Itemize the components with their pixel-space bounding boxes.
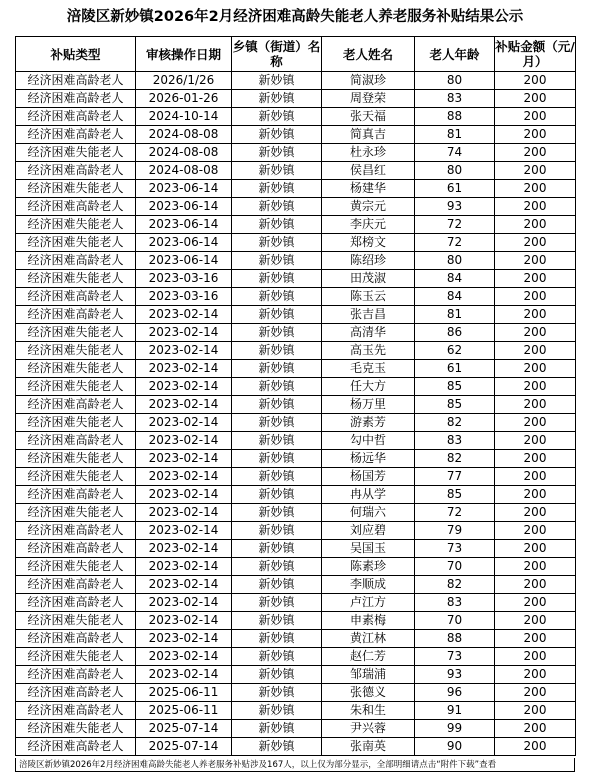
cell-review-date: 2023-02-14 — [136, 612, 232, 630]
cell-town: 新妙镇 — [232, 252, 322, 270]
page-title: 涪陵区新妙镇2026年2月经济困难高龄失能老人养老服务补贴结果公示 — [66, 9, 524, 25]
cell-subsidy-amount: 200 — [495, 72, 576, 90]
cell-subsidy-amount: 200 — [495, 504, 576, 522]
table-row — [16, 666, 576, 684]
cell-elder-name: 尹兴蓉 — [322, 720, 415, 738]
cell-subsidy-type: 经济困难失能老人 — [16, 378, 136, 396]
cell-elder-name: 吴国玉 — [322, 540, 415, 558]
header-subsidy-amount: 补贴金额（元/月） — [495, 37, 576, 72]
cell-town: 新妙镇 — [232, 450, 322, 468]
footer-note: 涪陵区新妙镇2026年2月经济困难高龄失能老人养老服务补贴涉及167人，以上仅为部分显示，全部明细请点击“附件下载”查看 — [15, 758, 575, 772]
cell-town: 新妙镇 — [232, 684, 322, 702]
cell-subsidy-amount: 200 — [495, 288, 576, 306]
table-row — [16, 126, 576, 144]
cell-elder-age: 62 — [415, 342, 495, 360]
cell-subsidy-amount: 200 — [495, 180, 576, 198]
cell-elder-name: 勾中哲 — [322, 432, 415, 450]
table-row — [16, 414, 576, 432]
cell-subsidy-type: 经济困难失能老人 — [16, 270, 136, 288]
cell-review-date: 2023-02-14 — [136, 324, 232, 342]
cell-subsidy-amount: 200 — [495, 720, 576, 738]
table-row — [16, 396, 576, 414]
table-row — [16, 468, 576, 486]
table-row — [16, 360, 576, 378]
cell-town: 新妙镇 — [232, 234, 322, 252]
cell-town: 新妙镇 — [232, 378, 322, 396]
cell-town: 新妙镇 — [232, 504, 322, 522]
cell-elder-name: 邹瑞浦 — [322, 666, 415, 684]
cell-subsidy-amount: 200 — [495, 360, 576, 378]
cell-subsidy-type: 经济困难高龄老人 — [16, 576, 136, 594]
cell-review-date: 2023-02-14 — [136, 450, 232, 468]
cell-elder-age: 99 — [415, 720, 495, 738]
cell-elder-age: 77 — [415, 468, 495, 486]
cell-town: 新妙镇 — [232, 162, 322, 180]
cell-elder-name: 杨万里 — [322, 396, 415, 414]
cell-elder-age: 83 — [415, 594, 495, 612]
table-row — [16, 252, 576, 270]
cell-elder-name: 任大方 — [322, 378, 415, 396]
table-row — [16, 162, 576, 180]
cell-elder-age: 82 — [415, 576, 495, 594]
cell-subsidy-amount: 200 — [495, 396, 576, 414]
cell-elder-name: 张南英 — [322, 738, 415, 756]
cell-subsidy-amount: 200 — [495, 630, 576, 648]
cell-elder-name: 黄宗元 — [322, 198, 415, 216]
cell-subsidy-amount: 200 — [495, 540, 576, 558]
cell-review-date: 2023-02-14 — [136, 396, 232, 414]
cell-subsidy-type: 经济困难高龄老人 — [16, 90, 136, 108]
cell-town: 新妙镇 — [232, 288, 322, 306]
cell-elder-name: 杜永珍 — [322, 144, 415, 162]
cell-review-date: 2023-06-14 — [136, 180, 232, 198]
cell-town: 新妙镇 — [232, 108, 322, 126]
cell-subsidy-type: 经济困难失能老人 — [16, 144, 136, 162]
table-row — [16, 594, 576, 612]
table-row — [16, 198, 576, 216]
cell-subsidy-type: 经济困难失能老人 — [16, 414, 136, 432]
cell-town: 新妙镇 — [232, 432, 322, 450]
cell-elder-name: 简淑珍 — [322, 72, 415, 90]
subsidy-table — [15, 36, 576, 756]
cell-elder-age: 85 — [415, 486, 495, 504]
cell-town: 新妙镇 — [232, 576, 322, 594]
cell-review-date: 2025-06-11 — [136, 684, 232, 702]
table-row — [16, 306, 576, 324]
cell-subsidy-type: 经济困难高龄老人 — [16, 594, 136, 612]
cell-subsidy-type: 经济困难高龄老人 — [16, 162, 136, 180]
cell-elder-name: 郑榜文 — [322, 234, 415, 252]
cell-elder-name: 杨建华 — [322, 180, 415, 198]
cell-subsidy-type: 经济困难高龄老人 — [16, 306, 136, 324]
cell-subsidy-amount: 200 — [495, 558, 576, 576]
table-row — [16, 702, 576, 720]
cell-elder-age: 70 — [415, 612, 495, 630]
cell-subsidy-type: 经济困难失能老人 — [16, 720, 136, 738]
table-row — [16, 288, 576, 306]
cell-subsidy-type: 经济困难高龄老人 — [16, 126, 136, 144]
cell-subsidy-type: 经济困难失能老人 — [16, 450, 136, 468]
cell-town: 新妙镇 — [232, 702, 322, 720]
cell-subsidy-amount: 200 — [495, 270, 576, 288]
cell-town: 新妙镇 — [232, 540, 322, 558]
cell-subsidy-type: 经济困难高龄老人 — [16, 540, 136, 558]
cell-subsidy-amount: 200 — [495, 342, 576, 360]
cell-elder-name: 朱和生 — [322, 702, 415, 720]
table-row — [16, 486, 576, 504]
cell-elder-name: 张德义 — [322, 684, 415, 702]
cell-subsidy-amount: 200 — [495, 306, 576, 324]
cell-subsidy-amount: 200 — [495, 612, 576, 630]
cell-subsidy-type: 经济困难失能老人 — [16, 216, 136, 234]
cell-town: 新妙镇 — [232, 648, 322, 666]
cell-subsidy-type: 经济困难高龄老人 — [16, 108, 136, 126]
cell-review-date: 2023-02-14 — [136, 630, 232, 648]
cell-town: 新妙镇 — [232, 666, 322, 684]
cell-elder-age: 82 — [415, 414, 495, 432]
header-elder-name: 老人姓名 — [322, 37, 415, 72]
cell-subsidy-type: 经济困难失能老人 — [16, 324, 136, 342]
cell-review-date: 2023-02-14 — [136, 594, 232, 612]
table-row — [16, 72, 576, 90]
cell-subsidy-amount: 200 — [495, 576, 576, 594]
cell-subsidy-type: 经济困难失能老人 — [16, 342, 136, 360]
cell-town: 新妙镇 — [232, 720, 322, 738]
table-row — [16, 324, 576, 342]
cell-review-date: 2023-02-14 — [136, 540, 232, 558]
cell-town: 新妙镇 — [232, 738, 322, 756]
cell-town: 新妙镇 — [232, 414, 322, 432]
cell-subsidy-amount: 200 — [495, 522, 576, 540]
cell-subsidy-type: 经济困难高龄老人 — [16, 252, 136, 270]
cell-review-date: 2025-07-14 — [136, 720, 232, 738]
cell-subsidy-type: 经济困难高龄老人 — [16, 666, 136, 684]
table-row — [16, 270, 576, 288]
cell-subsidy-type: 经济困难失能老人 — [16, 558, 136, 576]
cell-subsidy-amount: 200 — [495, 162, 576, 180]
table-row — [16, 144, 576, 162]
cell-subsidy-amount: 200 — [495, 90, 576, 108]
table-body — [16, 72, 576, 756]
cell-elder-age: 84 — [415, 270, 495, 288]
cell-elder-name: 张吉昌 — [322, 306, 415, 324]
cell-subsidy-type: 经济困难失能老人 — [16, 468, 136, 486]
cell-elder-age: 70 — [415, 558, 495, 576]
cell-town: 新妙镇 — [232, 612, 322, 630]
table-row — [16, 216, 576, 234]
table-row — [16, 504, 576, 522]
table-row — [16, 558, 576, 576]
table-row — [16, 612, 576, 630]
cell-elder-age: 86 — [415, 324, 495, 342]
cell-subsidy-amount: 200 — [495, 252, 576, 270]
cell-review-date: 2023-02-14 — [136, 432, 232, 450]
cell-elder-age: 72 — [415, 504, 495, 522]
cell-subsidy-amount: 200 — [495, 684, 576, 702]
cell-elder-age: 73 — [415, 648, 495, 666]
cell-review-date: 2024-08-08 — [136, 144, 232, 162]
cell-subsidy-amount: 200 — [495, 486, 576, 504]
cell-review-date: 2023-02-14 — [136, 306, 232, 324]
cell-subsidy-type: 经济困难失能老人 — [16, 648, 136, 666]
cell-review-date: 2024-10-14 — [136, 108, 232, 126]
cell-elder-age: 80 — [415, 162, 495, 180]
cell-elder-name: 何瑞六 — [322, 504, 415, 522]
cell-town: 新妙镇 — [232, 198, 322, 216]
cell-elder-name: 申素梅 — [322, 612, 415, 630]
cell-elder-age: 96 — [415, 684, 495, 702]
cell-subsidy-type: 经济困难失能老人 — [16, 612, 136, 630]
cell-review-date: 2023-02-14 — [136, 558, 232, 576]
cell-review-date: 2023-02-14 — [136, 666, 232, 684]
cell-subsidy-amount: 200 — [495, 738, 576, 756]
table-row — [16, 576, 576, 594]
cell-subsidy-type: 经济困难失能老人 — [16, 504, 136, 522]
cell-town: 新妙镇 — [232, 126, 322, 144]
cell-elder-age: 88 — [415, 108, 495, 126]
cell-subsidy-type: 经济困难失能老人 — [16, 360, 136, 378]
cell-elder-name: 冉从学 — [322, 486, 415, 504]
cell-town: 新妙镇 — [232, 630, 322, 648]
cell-subsidy-amount: 200 — [495, 234, 576, 252]
cell-elder-age: 79 — [415, 522, 495, 540]
table-row — [16, 378, 576, 396]
cell-elder-name: 陈玉云 — [322, 288, 415, 306]
cell-town: 新妙镇 — [232, 216, 322, 234]
cell-review-date: 2023-02-14 — [136, 342, 232, 360]
table-row — [16, 180, 576, 198]
cell-subsidy-type: 经济困难高龄老人 — [16, 522, 136, 540]
cell-review-date: 2023-06-14 — [136, 234, 232, 252]
cell-town: 新妙镇 — [232, 72, 322, 90]
cell-elder-age: 74 — [415, 144, 495, 162]
cell-town: 新妙镇 — [232, 360, 322, 378]
cell-elder-age: 90 — [415, 738, 495, 756]
cell-town: 新妙镇 — [232, 594, 322, 612]
cell-review-date: 2023-06-14 — [136, 198, 232, 216]
table-row — [16, 342, 576, 360]
cell-elder-age: 82 — [415, 450, 495, 468]
cell-town: 新妙镇 — [232, 90, 322, 108]
table-row — [16, 630, 576, 648]
cell-elder-name: 周登荣 — [322, 90, 415, 108]
table-row — [16, 648, 576, 666]
cell-review-date: 2026/1/26 — [136, 72, 232, 90]
cell-review-date: 2023-02-14 — [136, 468, 232, 486]
cell-subsidy-amount: 200 — [495, 666, 576, 684]
header-review-date: 审核操作日期 — [136, 37, 232, 72]
cell-town: 新妙镇 — [232, 558, 322, 576]
cell-elder-age: 72 — [415, 234, 495, 252]
cell-elder-age: 91 — [415, 702, 495, 720]
cell-elder-age: 83 — [415, 432, 495, 450]
cell-elder-name: 李顺成 — [322, 576, 415, 594]
cell-review-date: 2023-06-14 — [136, 216, 232, 234]
cell-elder-name: 赵仁芳 — [322, 648, 415, 666]
cell-subsidy-type: 经济困难高龄老人 — [16, 72, 136, 90]
cell-elder-age: 93 — [415, 198, 495, 216]
cell-review-date: 2023-02-14 — [136, 576, 232, 594]
cell-subsidy-type: 经济困难高龄老人 — [16, 702, 136, 720]
cell-review-date: 2023-02-14 — [136, 648, 232, 666]
cell-subsidy-amount: 200 — [495, 414, 576, 432]
cell-subsidy-type: 经济困难高龄老人 — [16, 288, 136, 306]
cell-review-date: 2025-07-14 — [136, 738, 232, 756]
cell-subsidy-amount: 200 — [495, 378, 576, 396]
cell-review-date: 2023-03-16 — [136, 270, 232, 288]
cell-town: 新妙镇 — [232, 306, 322, 324]
cell-subsidy-amount: 200 — [495, 216, 576, 234]
cell-elder-name: 高玉先 — [322, 342, 415, 360]
cell-subsidy-type: 经济困难高龄老人 — [16, 684, 136, 702]
cell-subsidy-amount: 200 — [495, 432, 576, 450]
cell-review-date: 2025-06-11 — [136, 702, 232, 720]
cell-town: 新妙镇 — [232, 144, 322, 162]
header-elder-age: 老人年龄 — [415, 37, 495, 72]
table-row — [16, 234, 576, 252]
header-town: 乡镇（街道）名称 — [232, 37, 322, 72]
cell-review-date: 2023-02-14 — [136, 414, 232, 432]
cell-town: 新妙镇 — [232, 342, 322, 360]
cell-elder-age: 85 — [415, 396, 495, 414]
cell-subsidy-type: 经济困难失能老人 — [16, 180, 136, 198]
cell-subsidy-type: 经济困难高龄老人 — [16, 630, 136, 648]
cell-subsidy-amount: 200 — [495, 126, 576, 144]
table-row — [16, 450, 576, 468]
cell-town: 新妙镇 — [232, 396, 322, 414]
cell-subsidy-type: 经济困难高龄老人 — [16, 486, 136, 504]
header-subsidy-type: 补贴类型 — [16, 37, 136, 72]
cell-review-date: 2024-08-08 — [136, 126, 232, 144]
cell-elder-name: 毛克玉 — [322, 360, 415, 378]
cell-elder-age: 61 — [415, 180, 495, 198]
cell-review-date: 2026-01-26 — [136, 90, 232, 108]
cell-subsidy-type: 经济困难高龄老人 — [16, 738, 136, 756]
cell-elder-age: 85 — [415, 378, 495, 396]
cell-elder-name: 黄江林 — [322, 630, 415, 648]
cell-town: 新妙镇 — [232, 180, 322, 198]
cell-elder-age: 84 — [415, 288, 495, 306]
table-row — [16, 540, 576, 558]
cell-review-date: 2023-02-14 — [136, 522, 232, 540]
cell-subsidy-type: 经济困难高龄老人 — [16, 396, 136, 414]
cell-elder-name: 陈素珍 — [322, 558, 415, 576]
cell-subsidy-amount: 200 — [495, 108, 576, 126]
cell-review-date: 2023-03-16 — [136, 288, 232, 306]
cell-elder-name: 刘应碧 — [322, 522, 415, 540]
table-row — [16, 738, 576, 756]
cell-subsidy-amount: 200 — [495, 144, 576, 162]
cell-subsidy-amount: 200 — [495, 198, 576, 216]
cell-subsidy-type: 经济困难高龄老人 — [16, 432, 136, 450]
cell-subsidy-type: 经济困难失能老人 — [16, 234, 136, 252]
table-row — [16, 720, 576, 738]
cell-elder-name: 卢江方 — [322, 594, 415, 612]
cell-elder-age: 61 — [415, 360, 495, 378]
cell-elder-name: 简真吉 — [322, 126, 415, 144]
cell-elder-age: 88 — [415, 630, 495, 648]
cell-town: 新妙镇 — [232, 324, 322, 342]
table-row — [16, 90, 576, 108]
cell-elder-age: 81 — [415, 306, 495, 324]
cell-review-date: 2023-06-14 — [136, 252, 232, 270]
cell-subsidy-amount: 200 — [495, 702, 576, 720]
cell-subsidy-amount: 200 — [495, 648, 576, 666]
cell-elder-age: 80 — [415, 72, 495, 90]
cell-town: 新妙镇 — [232, 486, 322, 504]
cell-subsidy-type: 经济困难高龄老人 — [16, 198, 136, 216]
cell-town: 新妙镇 — [232, 270, 322, 288]
cell-town: 新妙镇 — [232, 468, 322, 486]
cell-elder-name: 杨国芳 — [322, 468, 415, 486]
table-row — [16, 432, 576, 450]
cell-subsidy-amount: 200 — [495, 594, 576, 612]
cell-elder-name: 杨远华 — [322, 450, 415, 468]
cell-elder-name: 张天福 — [322, 108, 415, 126]
cell-elder-age: 80 — [415, 252, 495, 270]
cell-elder-name: 李庆元 — [322, 216, 415, 234]
cell-subsidy-amount: 200 — [495, 450, 576, 468]
table-row — [16, 684, 576, 702]
cell-elder-age: 72 — [415, 216, 495, 234]
cell-elder-name: 高清华 — [322, 324, 415, 342]
cell-subsidy-amount: 200 — [495, 324, 576, 342]
cell-review-date: 2023-02-14 — [136, 378, 232, 396]
table-row — [16, 108, 576, 126]
cell-elder-age: 83 — [415, 90, 495, 108]
table-row — [16, 522, 576, 540]
table-header-row — [16, 37, 576, 72]
cell-review-date: 2023-02-14 — [136, 360, 232, 378]
cell-review-date: 2023-02-14 — [136, 504, 232, 522]
cell-elder-name: 田茂淑 — [322, 270, 415, 288]
cell-review-date: 2024-08-08 — [136, 162, 232, 180]
cell-elder-name: 侯昌红 — [322, 162, 415, 180]
cell-elder-age: 81 — [415, 126, 495, 144]
cell-town: 新妙镇 — [232, 522, 322, 540]
cell-elder-name: 陈绍珍 — [322, 252, 415, 270]
cell-review-date: 2023-02-14 — [136, 486, 232, 504]
cell-subsidy-amount: 200 — [495, 468, 576, 486]
cell-elder-age: 93 — [415, 666, 495, 684]
cell-elder-name: 游素芳 — [322, 414, 415, 432]
cell-elder-age: 73 — [415, 540, 495, 558]
